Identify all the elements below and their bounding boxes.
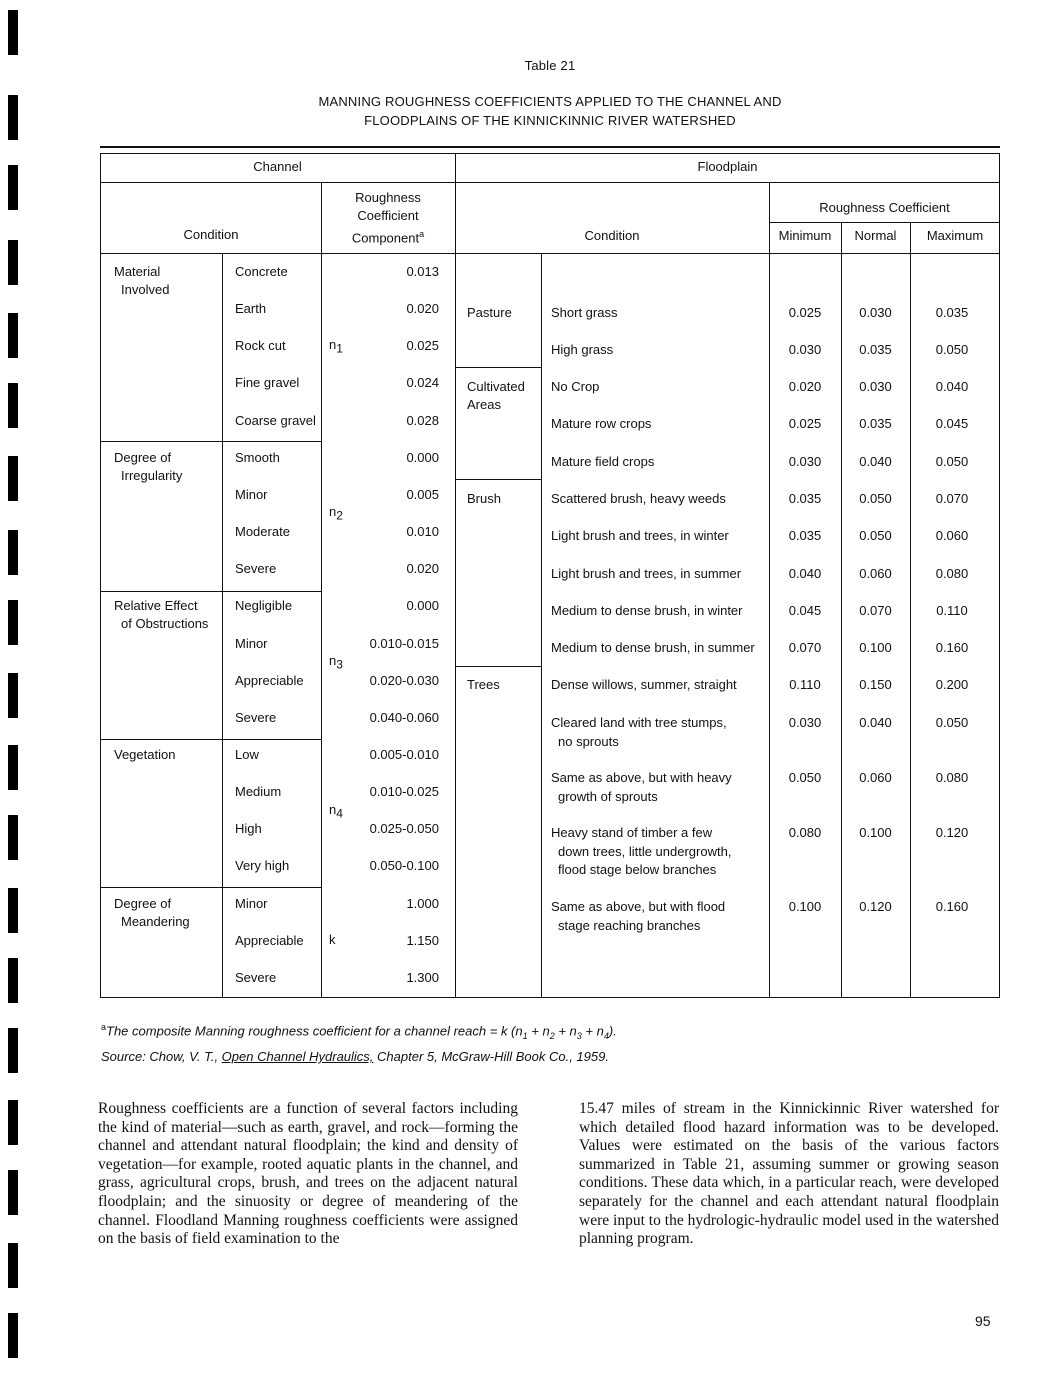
category-separator [455, 666, 542, 667]
floodplain-condition: Medium to dense brush, in winter [551, 603, 743, 618]
roughness-component-value: 1.000 [406, 895, 439, 911]
channel-condition-type: Rock cut [235, 338, 286, 354]
component-symbol: k [329, 931, 336, 947]
binding-mark [8, 745, 18, 790]
floodplain-category: Pasture [467, 305, 512, 320]
floodplain-condition: Dense willows, summer, straight [551, 677, 737, 692]
binding-mark [8, 165, 18, 210]
maximum-header: Maximum [926, 228, 984, 243]
minimum-value: 0.100 [788, 899, 822, 914]
channel-condition-type: Severe [235, 709, 277, 725]
binding-mark [8, 1243, 18, 1288]
roughness-component-value: 0.005-0.010 [369, 746, 439, 762]
minimum-header: Minimum [778, 228, 832, 243]
binding-mark [8, 1313, 18, 1358]
component-header-line-3: Component$^a$ [351, 229, 425, 246]
minimum-value: 0.030 [788, 454, 822, 469]
table-number: Table 21 [524, 58, 576, 73]
source-citation: Source: Chow, V. T., Open Channel Hydraulics, Chapter 5, McGraw-Hill Book Co., 1959. [101, 1049, 609, 1064]
channel-condition-type: Negligible [235, 598, 293, 614]
component-symbol: $n_3$ [329, 653, 343, 672]
category-separator [455, 367, 542, 368]
floodplain-condition: Heavy stand of timber a few [551, 825, 713, 840]
table-group-rule [100, 182, 1000, 183]
maximum-value: 0.160 [935, 640, 969, 655]
binding-mark [8, 456, 18, 501]
floodplain-condition: Medium to dense brush, in summer [551, 640, 755, 655]
table-header-rule [100, 153, 1000, 154]
floodplain-condition: flood stage below branches [558, 862, 717, 877]
channel-condition-type: Appreciable [235, 932, 304, 948]
minimum-normal-divider [841, 253, 842, 998]
table-top-rule [100, 146, 1000, 148]
component-header-line-2: Coefficient [357, 208, 419, 223]
maximum-value: 0.110 [936, 603, 968, 618]
normal-value: 0.070 [859, 603, 892, 618]
minimum-value: 0.070 [788, 640, 822, 655]
group-separator [100, 441, 322, 442]
channel-condition-type: Minor [235, 486, 268, 502]
roughness-component-value: 0.000 [406, 449, 439, 465]
floodplain-condition-header: Condition [584, 228, 640, 243]
roughness-component-value: 0.025 [406, 338, 439, 354]
binding-mark [8, 530, 18, 575]
channel-condition-type: Severe [235, 561, 277, 577]
channel-condition-type: Coarse gravel [235, 412, 316, 428]
channel-condition-type: Severe [235, 969, 277, 985]
floodplain-condition: Light brush and trees, in summer [551, 566, 742, 581]
group-separator [100, 739, 322, 740]
channel-condition-type: Medium [235, 784, 282, 800]
minimum-value: 0.030 [788, 715, 822, 730]
maximum-value: 0.160 [935, 899, 969, 914]
channel-condition-type: Moderate [235, 524, 290, 540]
floodplain-condition: Same as above, but with heavy [551, 770, 732, 785]
floodplain-condition: down trees, little undergrowth, [558, 843, 732, 859]
channel-condition-name: Irregularity [121, 467, 183, 483]
table-left-border [100, 153, 101, 998]
component-symbol: $n_2$ [329, 504, 343, 524]
channel-floodplain-divider [455, 153, 456, 998]
normal-value: 0.035 [859, 416, 892, 431]
normal-value: 0.050 [859, 528, 892, 543]
binding-mark [8, 958, 18, 1003]
channel-condition-type: Minor [235, 635, 268, 651]
floodplain-condition: Cleared land with tree stumps, [551, 715, 727, 730]
maximum-value: 0.080 [935, 770, 969, 785]
maximum-value: 0.050 [935, 715, 969, 730]
floodplain-condition: growth of sprouts [558, 788, 658, 804]
table-title-line-1: MANNING ROUGHNESS COEFFICIENTS APPLIED TO THE CHANNEL AND [318, 94, 782, 109]
channel-header: Channel [253, 159, 302, 174]
roughness-component-value: 0.013 [406, 264, 439, 279]
floodplain-condition: Mature field crops [551, 454, 655, 469]
roughness-component-value: 0.020 [406, 561, 439, 577]
channel-condition-name: Vegetation [114, 746, 176, 762]
maximum-value: 0.070 [935, 491, 969, 506]
floodplain-condition: no sprouts [558, 733, 619, 749]
channel-condition-name: Degree of [114, 449, 172, 465]
maximum-value: 0.120 [935, 825, 969, 840]
body-paragraph-left: Roughness coefficients are a function of several factors including the kind of material—such as earth, gravel, and rock—forming the channel and attendant natural floodplain; the kind and density of vegetation—for example, rooted aquatic plants in the channel, and grass, agricultural crops, brush, and trees on the adjacent natural floodplain; and the sinuosity or degree of meandering of the channel. Floodland Manning roughness coefficients were assigned on the basis of field examination to the [98, 1100, 518, 1248]
roughness-component-value: 0.040-0.060 [369, 709, 439, 725]
channel-condition-name: Relative Effect [114, 598, 198, 614]
component-symbol: $n_4$ [329, 801, 343, 821]
maximum-value: 0.040 [935, 379, 969, 394]
floodplain-category: Trees [467, 677, 500, 692]
minimum-value: 0.030 [788, 342, 822, 357]
roughness-component-value: 0.010 [406, 524, 439, 540]
normal-value: 0.150 [859, 677, 892, 692]
maximum-value: 0.060 [935, 528, 969, 543]
minimum-value: 0.045 [788, 603, 822, 618]
binding-mark [8, 1028, 18, 1073]
table-header-bottom-rule [100, 253, 1000, 254]
normal-value: 0.060 [859, 566, 892, 581]
minimum-value: 0.080 [788, 825, 822, 840]
minimum-value: 0.110 [789, 677, 821, 692]
maximum-value: 0.050 [935, 342, 969, 357]
category-separator [455, 479, 542, 480]
floodplain-category: Areas [467, 397, 501, 412]
channel-condition-type: Smooth [235, 449, 280, 465]
floodplain-header: Floodplain [697, 159, 758, 174]
table-title-line-2: FLOODPLAINS OF THE KINNICKINNIC RIVER WATERSHED [364, 113, 736, 128]
roughness-component-value: 0.000 [406, 598, 439, 614]
minimum-value: 0.025 [788, 416, 822, 431]
min-norm-max-rule [769, 222, 1000, 223]
group-separator [100, 591, 322, 592]
normal-value: 0.030 [859, 379, 892, 394]
channel-condition-header: Condition [183, 227, 239, 242]
binding-mark [8, 313, 18, 358]
binding-mark [8, 240, 18, 285]
normal-value: 0.040 [859, 454, 892, 469]
component-header-line-1: Roughness [355, 190, 421, 205]
normal-value: 0.035 [859, 342, 892, 357]
roughness-coefficient-header: Roughness Coefficient [819, 200, 950, 215]
channel-condition-name: Degree of [114, 895, 172, 911]
roughness-component-value: 0.010-0.025 [369, 784, 439, 800]
roughness-component-value: 0.005 [406, 486, 439, 502]
floodplain-condition: Short grass [551, 305, 618, 320]
channel-condition-type: Very high [235, 858, 290, 874]
channel-condition-type: Fine gravel [235, 375, 300, 391]
floodplain-condition: Light brush and trees, in winter [551, 528, 729, 543]
minimum-value: 0.040 [788, 566, 822, 581]
floodplain-category: Brush [467, 491, 501, 506]
group-separator [100, 887, 322, 888]
minimum-value: 0.035 [788, 528, 822, 543]
normal-header: Normal [854, 228, 897, 243]
normal-maximum-divider [910, 253, 911, 998]
binding-mark [8, 10, 18, 55]
roughness-component-value: 0.050-0.100 [369, 858, 439, 874]
floodplain-condition: stage reaching branches [558, 917, 701, 933]
maximum-value: 0.045 [935, 416, 969, 431]
page-number: 95 [975, 1313, 991, 1329]
maximum-value: 0.035 [935, 305, 969, 320]
normal-value: 0.050 [859, 491, 892, 506]
roughness-component-value: 1.300 [406, 969, 439, 985]
binding-mark [8, 888, 18, 933]
channel-condition-name: of Obstructions [121, 616, 209, 632]
binding-mark [8, 1170, 18, 1215]
normal-value: 0.100 [859, 640, 892, 655]
floodplain-condition: Scattered brush, heavy weeds [551, 491, 726, 506]
roughness-component-value: 1.150 [406, 932, 439, 948]
binding-mark [8, 95, 18, 140]
floodplain-condition: No Crop [551, 379, 600, 394]
channel-condition-type: Minor [235, 895, 268, 911]
roughness-component-value: 0.028 [406, 412, 439, 428]
maximum-value: 0.200 [935, 677, 969, 692]
maximum-value: 0.050 [935, 454, 969, 469]
normal-value: 0.040 [859, 715, 892, 730]
binding-mark [8, 1100, 18, 1145]
normal-value: 0.030 [859, 305, 892, 320]
maximum-value: 0.080 [935, 566, 969, 581]
roughness-component-value: 0.024 [406, 375, 439, 391]
channel-condition-name: Material [114, 264, 161, 279]
footnote: $^a$The composite Manning roughness coefficient for a channel reach = k $(n_1 + n_2 + n_3 + n_4)$. [101, 1022, 617, 1041]
roughness-component-value: 0.020-0.030 [369, 672, 439, 688]
component-symbol: $n_1$ [329, 337, 343, 356]
floodplain-condition: High grass [551, 342, 614, 357]
normal-value: 0.120 [859, 899, 892, 914]
channel-condition-type: Earth [235, 301, 267, 317]
minimum-value: 0.020 [788, 379, 822, 394]
minimum-value: 0.025 [788, 305, 822, 320]
floodplain-condition: Same as above, but with flood [551, 899, 726, 914]
channel-condition-type: Appreciable [235, 672, 304, 688]
channel-condition-type: Concrete [235, 264, 288, 279]
channel-condition-name: Meandering [121, 913, 190, 929]
roughness-component-value: 0.020 [406, 301, 439, 317]
minimum-value: 0.050 [788, 770, 822, 785]
binding-mark [8, 815, 18, 860]
binding-mark [8, 673, 18, 718]
floodplain-category: Cultivated [467, 379, 525, 394]
table-bottom-rule [100, 997, 1000, 998]
channel-condition-type: Low [235, 746, 259, 762]
binding-mark [8, 600, 18, 645]
binding-mark [8, 383, 18, 428]
channel-condition-name: Involved [121, 282, 170, 297]
floodplain-condition: Mature row crops [551, 416, 652, 431]
roughness-component-value: 0.025-0.050 [369, 821, 439, 837]
minimum-value: 0.035 [788, 491, 822, 506]
normal-value: 0.100 [859, 825, 892, 840]
normal-value: 0.060 [859, 770, 892, 785]
roughness-component-value: 0.010-0.015 [369, 635, 439, 651]
body-paragraph-right: 15.47 miles of stream in the Kinnickinnic River watershed for which detailed flood hazard information was to be developed. Values were estimated on the basis of the various factors summarized in Table 21, assuming summer or growing season conditions. These data which, in a particular reach, were developed separately for the channel and each attendant natural floodplain were input to the hydrologic-hydraulic model used in the watershed planning program. [579, 1100, 999, 1248]
channel-condition-type: High [235, 821, 262, 837]
table-right-border [999, 153, 1000, 998]
category-condition-divider [541, 253, 542, 998]
condition-minimum-divider [769, 253, 770, 998]
